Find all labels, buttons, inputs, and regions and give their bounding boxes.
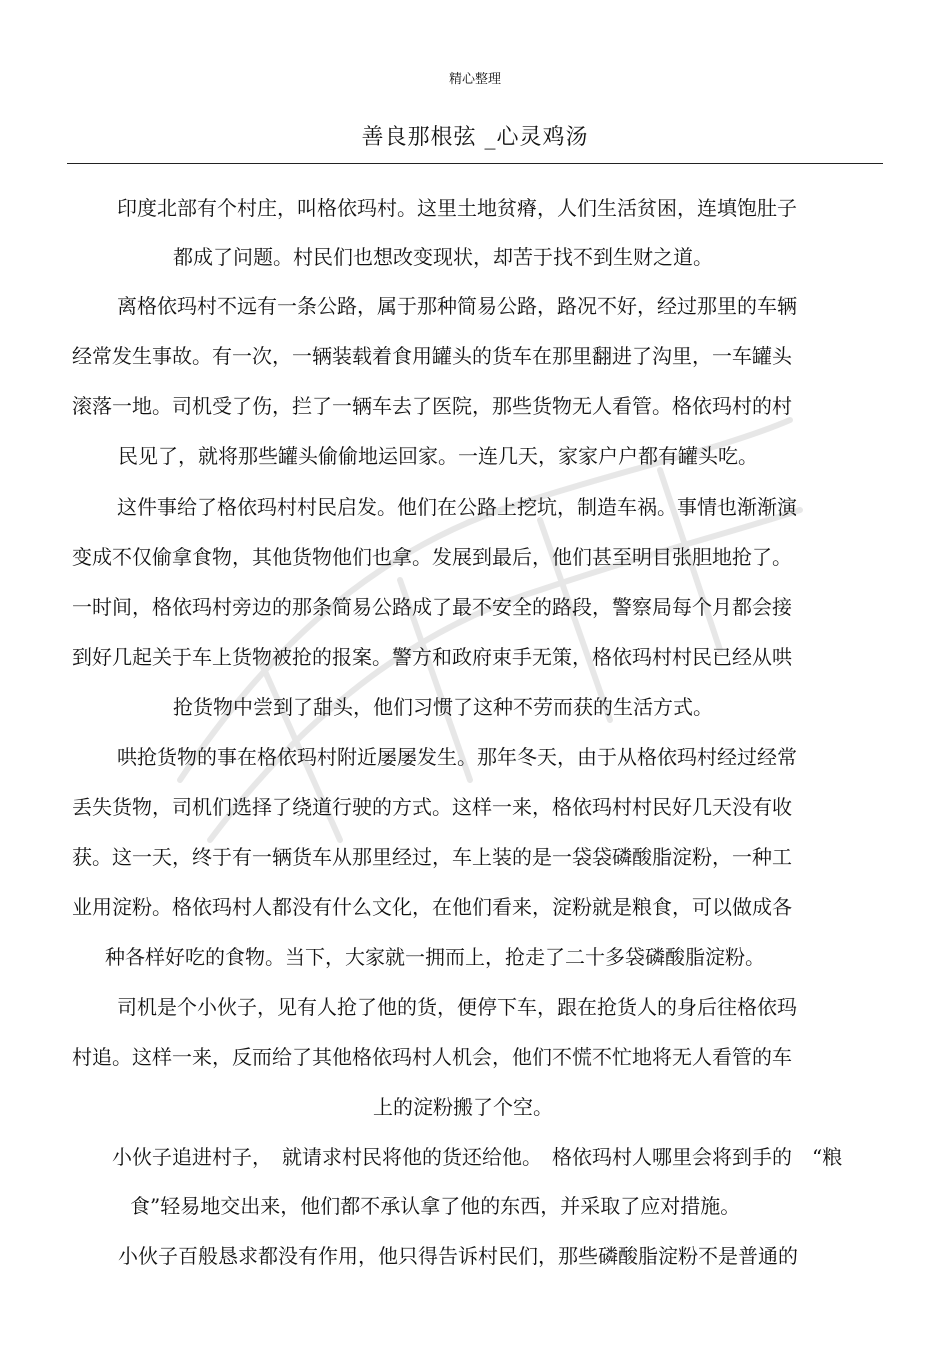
text-line: 民见了，就将那些罐头偷偷地运回家。一连几天，家家户户都有罐头吃。 (118, 444, 758, 468)
text-line: 都成了问题。村民们也想改变现状，却苦于找不到生财之道。 (173, 245, 713, 269)
text-line: 经常发生事故。有一次，一辆装载着食用罐头的货车在那里翻进了沟里，一车罐头 (72, 344, 792, 368)
text-line: 抢货物中尝到了甜头，他们习惯了这种不劳而获的生活方式。 (173, 695, 713, 719)
text-line: 种各样好吃的食物。当下，大家就一拥而上，抢走了二十多袋磷酸脂淀粉。 (105, 945, 765, 969)
text-line: 小伙子追进村子， 就请求村民将他的货还给他。 格依玛村人哪里会将到手的 “粮 (112, 1145, 843, 1169)
text-line: 哄抢货物的事在格依玛村附近屡屡发生。那年冬天，由于从格依玛村经过经常 (117, 745, 797, 769)
text-line: 村追。这样一来，反而给了其他格依玛村人机会，他们不慌不忙地将无人看管的车 (72, 1045, 792, 1069)
text-line: 丢失货物，司机们选择了绕道行驶的方式。这样一来，格依玛村村民好几天没有收 (72, 795, 792, 819)
text-line: 上的淀粉搬了个空。 (373, 1095, 553, 1119)
title-divider (67, 163, 883, 164)
text-line: 司机是个小伙子，见有人抢了他的货，便停下车，跟在抢货人的身后往格依玛 (117, 995, 797, 1019)
text-line: 这件事给了格依玛村村民启发。他们在公路上挖坑，制造车祸。事情也渐渐演 (117, 495, 797, 519)
text-line: 滚落一地。司机受了伤，拦了一辆车去了医院，那些货物无人看管。格依玛村的村 (72, 394, 792, 418)
header-note: 精心整理 (448, 72, 501, 87)
text-line: 离格依玛村不远有一条公路，属于那种简易公路，路况不好，经过那里的车辆 (117, 294, 797, 318)
text-line: 一时间，格依玛村旁边的那条简易公路成了最不安全的路段，警察局每个月都会接 (72, 595, 792, 619)
text-line: 印度北部有个村庄，叫格依玛村。这里土地贫瘠，人们生活贫困，连填饱肚子 (117, 196, 797, 220)
text-line: 变成不仅偷拿食物，其他货物他们也拿。发展到最后，他们甚至明目张胆地抢了。 (72, 545, 792, 569)
page-title: 善良那根弦 _心灵鸡汤 (361, 125, 589, 150)
text-line: 到好几起关于车上货物被抢的报案。警方和政府束手无策，格依玛村村民已经从哄 (72, 645, 792, 669)
text-line: 食”轻易地交出来，他们都不承认拿了他的东西，并采取了应对措施。 (130, 1194, 741, 1218)
text-line: 小伙子百般恳求都没有作用，他只得告诉村民们，那些磷酸脂淀粉不是普通的 (118, 1244, 798, 1268)
text-line: 业用淀粉。格依玛村人都没有什么文化，在他们看来，淀粉就是粮食，可以做成各 (72, 895, 792, 919)
text-line: 获。这一天，终于有一辆货车从那里经过，车上装的是一袋袋磷酸脂淀粉，一种工 (72, 845, 792, 869)
